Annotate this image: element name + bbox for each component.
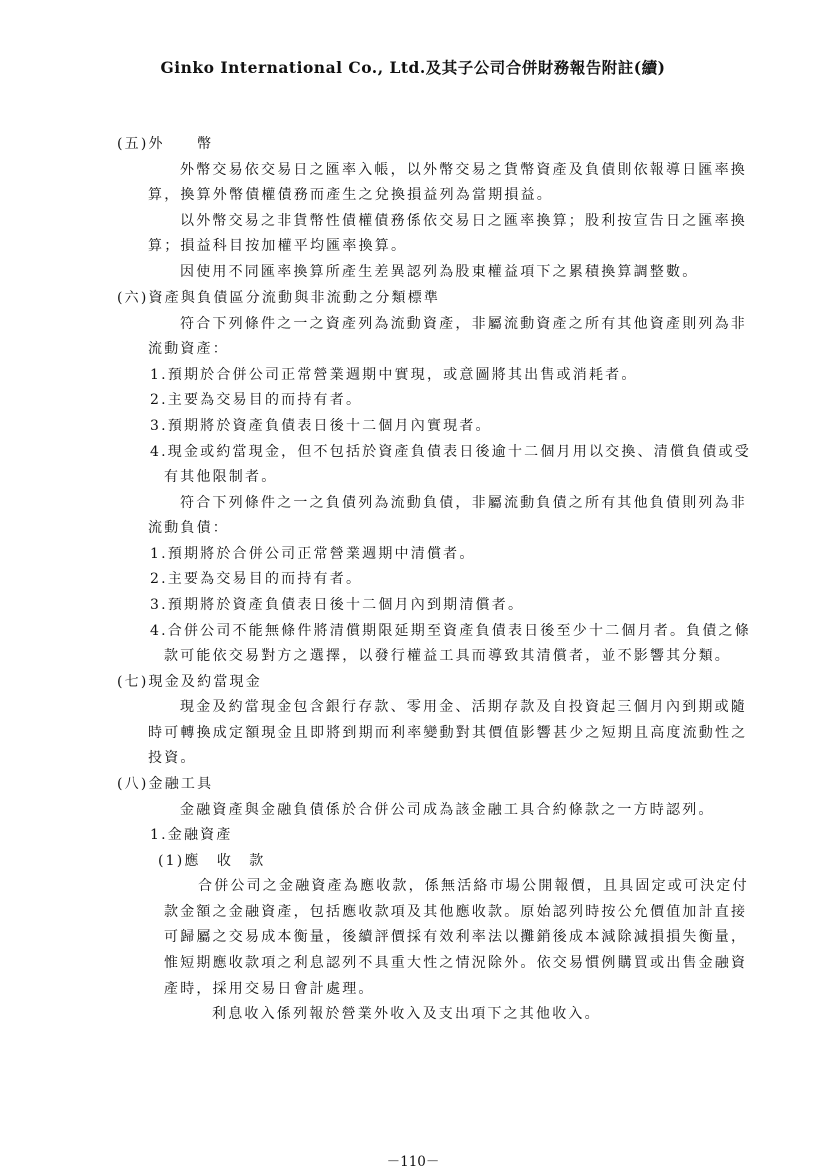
list-item: 1.預期將於合併公司正常營業週期中清償者。 <box>150 546 476 562</box>
list-item: 4.合併公司不能無條件將清償期限延期至資產負債表日後至少十二個月者。負債之條 <box>150 623 751 639</box>
page-number: －110－ <box>386 1154 440 1170</box>
section-heading-financial-instruments: (八)金融工具 <box>117 776 214 792</box>
list-item: 1.預期於合併公司正常營業週期中實現，或意圖將其出售或消耗者。 <box>150 367 638 383</box>
paragraph-line: 流動負債： <box>148 520 229 536</box>
paragraph-line: 符合下列條件之一之負債列為流動負債，非屬流動負債之所有其他負債則列為非 <box>180 495 747 511</box>
list-item: 3.預期將於資產負債表日後十二個月內到期清償者。 <box>150 597 525 613</box>
paragraph-line: 惟短期應收款項之利息認列不具重大性之情況除外。依交易慣例購買或出售金融資 <box>164 955 748 971</box>
section-heading-cash: (七)現金及約當現金 <box>117 674 262 690</box>
paragraph-line: 外幣交易依交易日之匯率入帳，以外幣交易之貨幣資產及負債則依報導日匯率換 <box>180 162 747 178</box>
section-heading-foreign-currency: (五)外 幣 <box>117 136 214 152</box>
list-item: 2.主要為交易目的而持有者。 <box>150 392 363 408</box>
list-item: 2.主要為交易目的而持有者。 <box>150 571 363 587</box>
list-item-continuation: 有其他限制者。 <box>164 469 278 485</box>
list-item: 4.現金或約當現金，但不包括於資產負債表日後逾十二個月用以交換、清償負債或受 <box>150 444 751 460</box>
paragraph-line: 算；損益科目按加權平均匯率換算。 <box>148 238 408 254</box>
subsection-heading: 1.金融資產 <box>150 827 233 843</box>
paragraph-line: 合併公司之金融資產為應收款，係無活絡市場公開報價，且具固定或可決定付 <box>198 878 749 894</box>
paragraph-line: 因使用不同匯率換算所產生差異認列為股東權益項下之累積換算調整數。 <box>180 264 699 280</box>
paragraph-line: 時可轉換成定額現金且即將到期而利率變動對其價值影響甚少之短期且高度流動性之 <box>148 725 748 741</box>
paragraph-line: 符合下列條件之一之資產列為流動資產，非屬流動資產之所有其他資產則列為非 <box>180 316 747 332</box>
page-title: Ginko International Co., Ltd.及其子公司合併財務報告附註(續) <box>160 58 666 77</box>
list-item: 3.預期將於資產負債表日後十二個月內實現者。 <box>150 418 492 434</box>
subsubsection-heading: (1)應 收 款 <box>158 853 266 869</box>
paragraph-line: 流動資產： <box>148 341 229 357</box>
list-item-continuation: 款可能依交易對方之選擇，以發行權益工具而導致其清償者，並不影響其分類。 <box>164 648 731 664</box>
paragraph-line: 投資。 <box>148 750 197 766</box>
paragraph-line: 以外幣交易之非貨幣性債權債務係依交易日之匯率換算；股利按宣告日之匯率換 <box>180 213 747 229</box>
paragraph-line: 算，換算外幣債權債務而產生之兌換損益列為當期損益。 <box>148 187 553 203</box>
paragraph-line: 金融資產與金融負債係於合併公司成為該金融工具合約條款之一方時認列。 <box>180 802 715 818</box>
paragraph-line: 可歸屬之交易成本衡量，後續評價採有效利率法以攤銷後成本減除減損損失衡量， <box>164 929 748 945</box>
paragraph-line: 現金及約當現金包含銀行存款、零用金、活期存款及自投資起三個月內到期或隨 <box>180 699 747 715</box>
paragraph-line: 款金額之金融資產，包括應收款項及其他應收款。原始認列時按公允價值加計直接 <box>164 904 748 920</box>
paragraph-line: 產時，採用交易日會計處理。 <box>164 981 375 997</box>
paragraph-line: 利息收入係列報於營業外收入及支出項下之其他收入。 <box>212 1006 601 1022</box>
section-heading-classification: (六)資產與負債區分流動與非流動之分類標準 <box>117 290 441 306</box>
